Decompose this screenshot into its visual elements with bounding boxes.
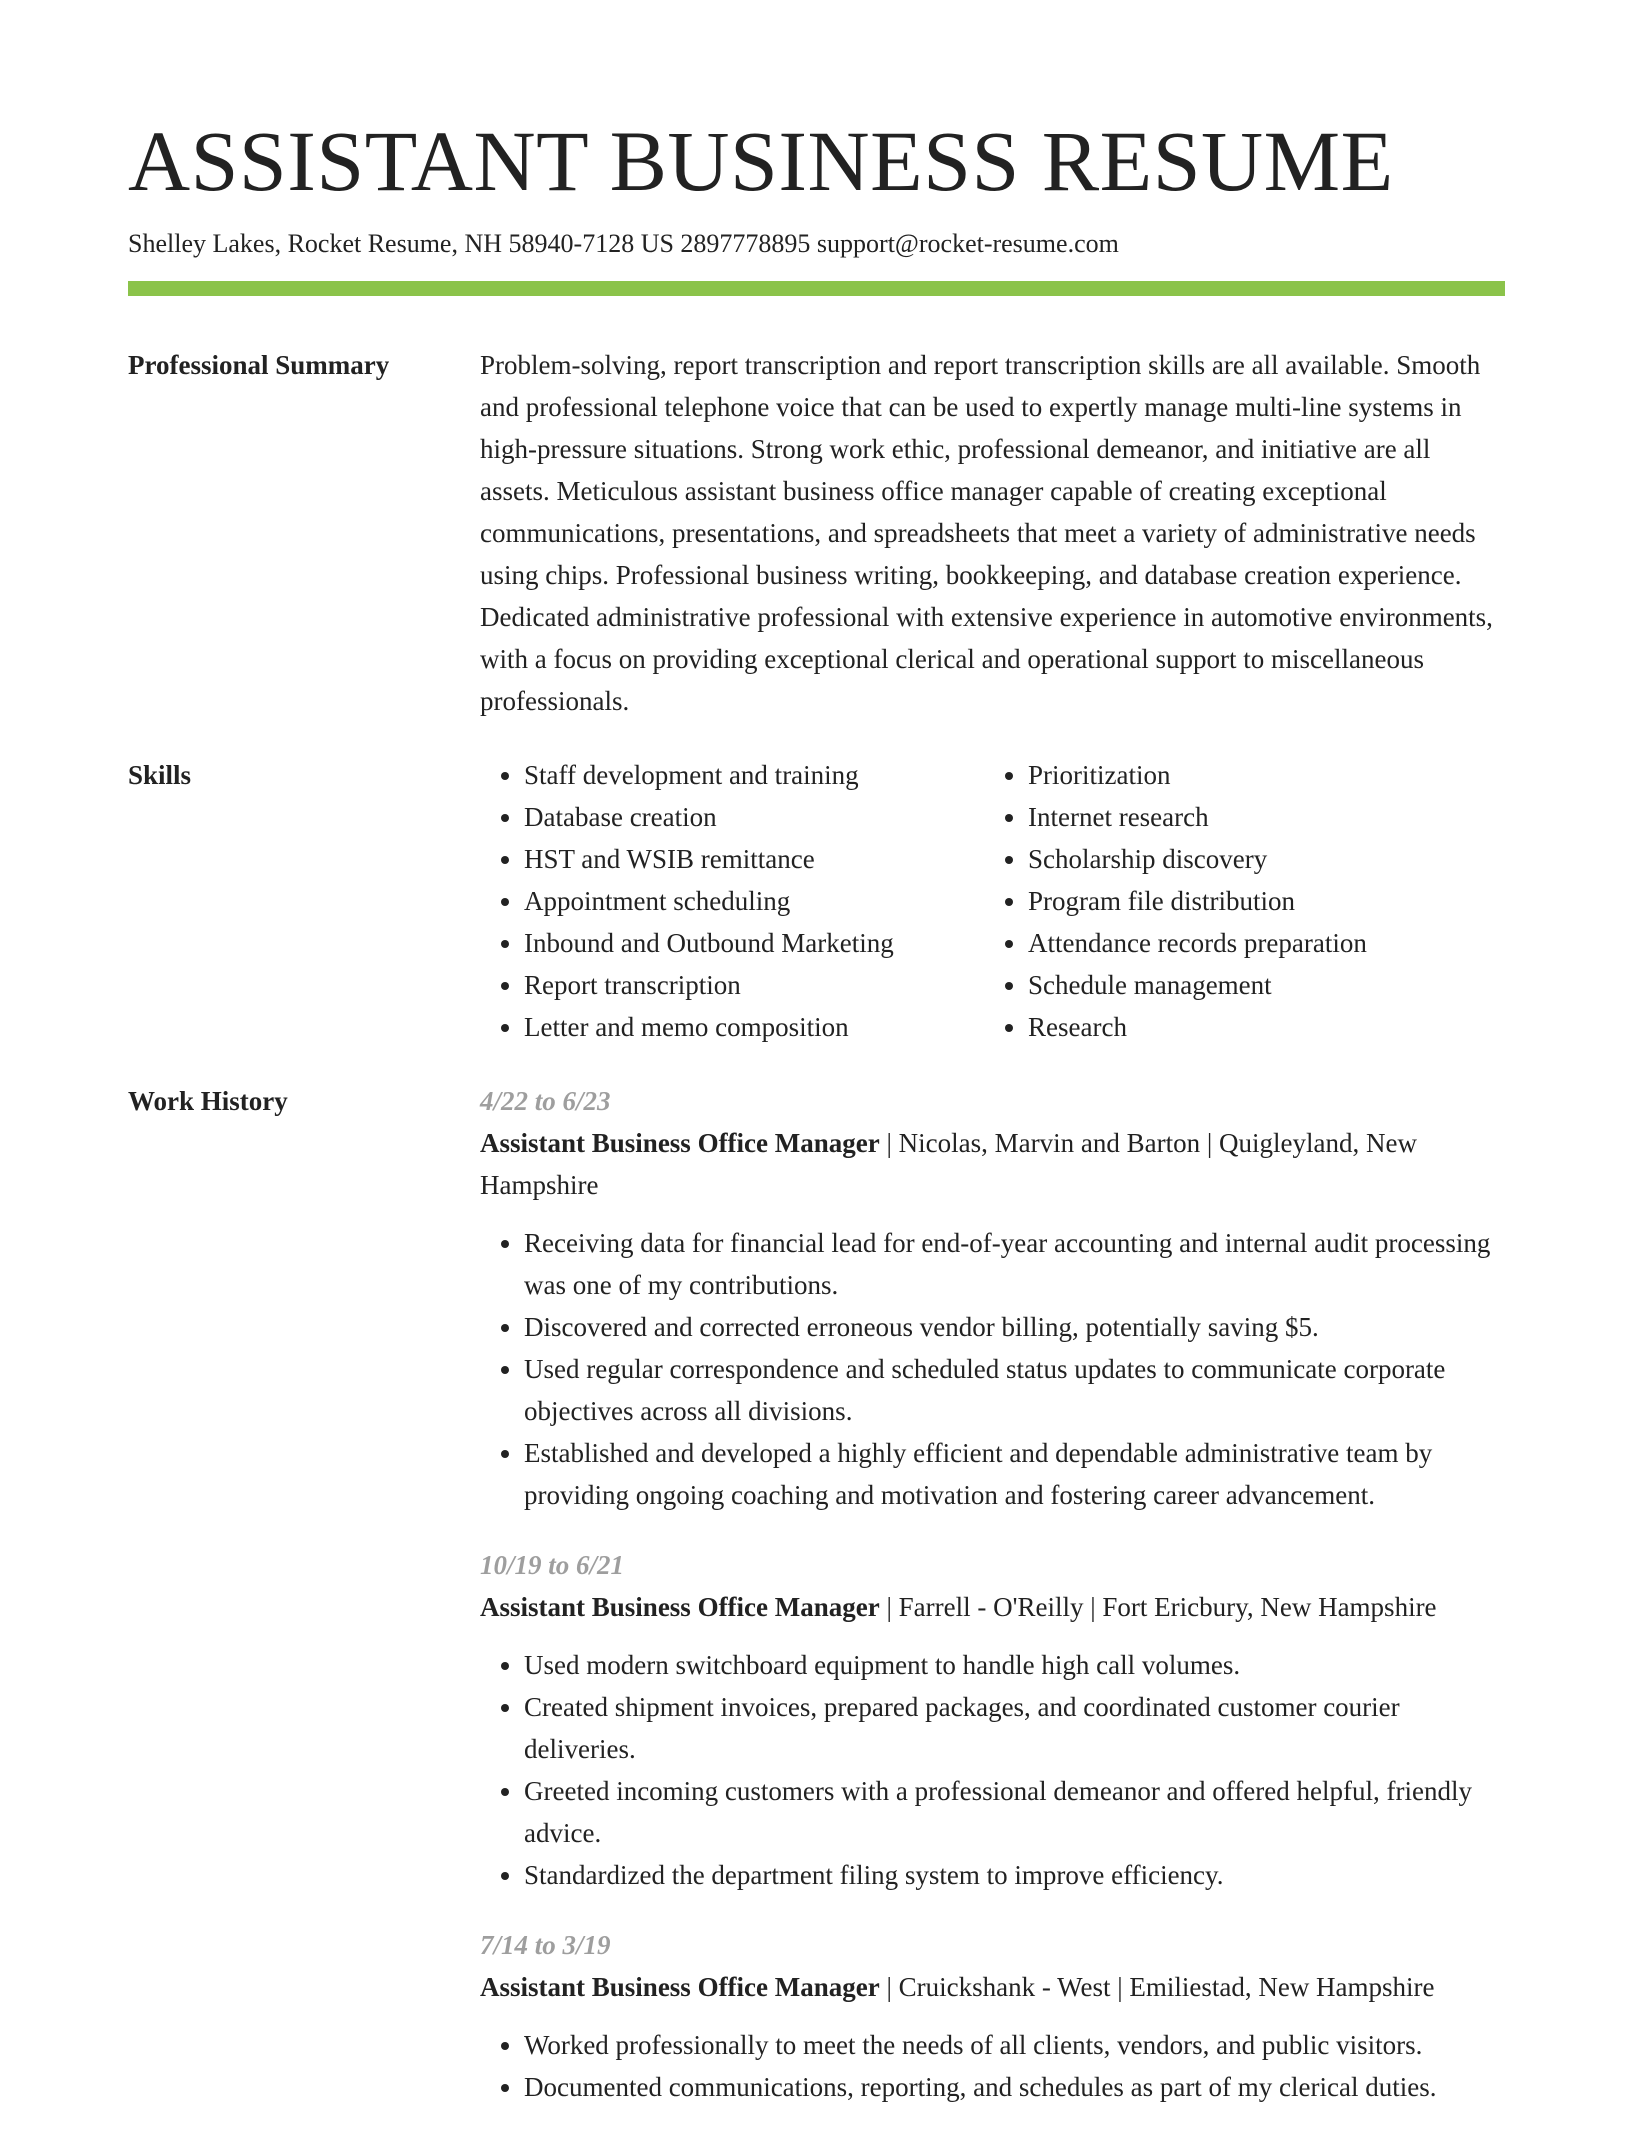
job-header xyxy=(480,1586,1505,1628)
job-title: Assistant Business Office Manager xyxy=(480,1592,880,1623)
job-details: | Cruickshank - West | Emiliestad, New Hampshire xyxy=(879,1972,1435,2003)
job-bullet: • Documented communications, reporting, and schedules as part of my clerical duties. xyxy=(524,2066,1505,2108)
job-bullet: • Worked professionally to meet the needs of all clients, vendors, and public visitors. xyxy=(524,2024,1505,2066)
job-bullet: • Created shipment invoices, prepared packages, and coordinated customer courier deliveries. xyxy=(524,1686,1505,1770)
job-entry xyxy=(480,1544,1505,1896)
skill-item: • Research xyxy=(1028,1006,1505,1048)
section-label-skills: Skills xyxy=(128,760,192,791)
section-label-summary: Professional Summary xyxy=(128,350,390,381)
job-details: | Nicolas, Marvin and Barton | Quigleyland, New Hampshire xyxy=(480,1128,1417,1201)
job-bullets xyxy=(480,1644,1505,1896)
skills-list xyxy=(480,754,1505,1048)
job-dates: 10/19 to 6/21 xyxy=(480,1550,625,1581)
skill-item: • Inbound and Outbound Marketing xyxy=(524,922,984,964)
job-title: Assistant Business Office Manager xyxy=(480,1128,880,1159)
job-dates: 7/14 to 3/19 xyxy=(480,1930,611,1961)
skills-column-2 xyxy=(984,754,1505,1048)
skill-item: • Database creation xyxy=(524,796,984,838)
job-bullet: • Used regular correspondence and scheduled status updates to communicate corporate objectives across all divisions. xyxy=(524,1348,1505,1432)
resume-page xyxy=(128,0,1505,2136)
skill-item: • Prioritization xyxy=(1028,754,1505,796)
section-work-history xyxy=(128,1080,1505,2136)
contact-line: Shelley Lakes, Rocket Resume, NH 58940-7128 US 2897778895 support@rocket-resume.com xyxy=(128,229,1119,258)
skill-item: • Staff development and training xyxy=(524,754,984,796)
skills-column-1 xyxy=(480,754,984,1048)
section-skills xyxy=(128,754,1505,1080)
job-details: | Farrell - O'Reilly | Fort Ericbury, New Hampshire xyxy=(879,1592,1437,1623)
section-professional-summary xyxy=(128,344,1505,754)
job-header xyxy=(480,1122,1505,1206)
skill-item: • HST and WSIB remittance xyxy=(524,838,984,880)
job-bullet: • Greeted incoming customers with a professional demeanor and offered helpful, friendly advice. xyxy=(524,1770,1505,1854)
job-title: Assistant Business Office Manager xyxy=(480,1972,880,2003)
skill-item: • Attendance records preparation xyxy=(1028,922,1505,964)
resume-title: ASSISTANT BUSINESS RESUME xyxy=(128,113,1394,209)
section-label-work-history: Work History xyxy=(128,1086,288,1117)
skill-item: • Internet research xyxy=(1028,796,1505,838)
skill-item: • Program file distribution xyxy=(1028,880,1505,922)
job-bullet: • Receiving data for financial lead for end-of-year accounting and internal audit processing was one of my contributions. xyxy=(524,1222,1505,1306)
job-bullet: • Used modern switchboard equipment to handle high call volumes. xyxy=(524,1644,1505,1686)
job-bullet: • Standardized the department filing system to improve efficiency. xyxy=(524,1854,1505,1896)
job-header xyxy=(480,1966,1505,2008)
summary-text: Problem-solving, report transcription and report transcription skills are all available. Smooth and professional telephone voice that can be used to expertly manage multi-line systems in high-pressure situations. Strong work ethic, professional demeanor, and initiative are all assets. Meticulous assistant business office manager capable of creating exceptional communications, presentations, and spreadsheets that meet a variety of administrative needs using chips. Professional business writing, bookkeeping, and database creation experience. Dedicated administrative professional with extensive experience in automotive environments, with a focus on providing exceptional clerical and operational support to miscellaneous professionals. xyxy=(480,350,1493,717)
job-bullets xyxy=(480,1222,1505,1516)
skill-item: • Schedule management xyxy=(1028,964,1505,1006)
skill-item: • Letter and memo composition xyxy=(524,1006,984,1048)
skill-item: • Scholarship discovery xyxy=(1028,838,1505,880)
job-bullets xyxy=(480,2024,1505,2108)
job-entry xyxy=(480,1924,1505,2108)
job-bullet: • Established and developed a highly efficient and dependable administrative team by providing ongoing coaching and motivation and fostering career advancement. xyxy=(524,1432,1505,1516)
skill-item: • Appointment scheduling xyxy=(524,880,984,922)
accent-divider xyxy=(128,281,1505,296)
job-entry xyxy=(480,1080,1505,1516)
job-bullet: • Discovered and corrected erroneous vendor billing, potentially saving $5. xyxy=(524,1306,1505,1348)
skill-item: • Report transcription xyxy=(524,964,984,1006)
job-dates: 4/22 to 6/23 xyxy=(480,1086,611,1117)
